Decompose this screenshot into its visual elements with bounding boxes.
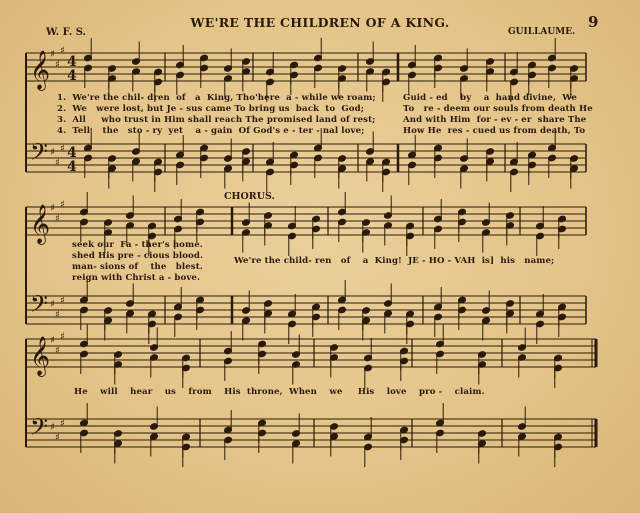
time-signature-bottom: 4	[67, 68, 77, 84]
bass-clef: 𝄢	[30, 290, 49, 323]
verse-1-line-1-end: Guid - ed by a hand divine, We	[403, 93, 577, 103]
verse-4-line-1: 4. Tell the sto - ry yet a - gain Of God's e - ter - nal love;	[57, 126, 365, 136]
chorus-label: CHORUS.	[224, 191, 275, 202]
key-signature-sharp: ♯	[60, 199, 65, 211]
verse-1-line-1: 1. We're the chil- dren of a King, Tho'here a - while we roam;	[57, 93, 376, 103]
key-signature-sharp: ♯	[55, 309, 60, 321]
bass-clef: 𝄢	[30, 138, 49, 171]
verse-3-line-1-end: And with Him for - ev - er share The	[403, 115, 587, 125]
author-initials: W. F. S.	[46, 27, 87, 38]
hymn-title: WE'RE THE CHILDREN OF A KING.	[190, 15, 450, 30]
key-signature-sharp: ♯	[50, 335, 55, 346]
verse-4-line-1-end: How He res - cued us from death, To	[403, 126, 586, 136]
key-signature-sharp: ♯	[60, 143, 65, 155]
treble-clef: 𝄞	[30, 336, 51, 376]
verse-2-line-1-end: To re - deem our souls from death He	[403, 104, 593, 114]
treble-clef: 𝄞	[30, 50, 51, 90]
page-number: 9	[588, 13, 599, 31]
treble-clef: 𝄞	[30, 204, 51, 244]
key-signature-sharp: ♯	[60, 331, 65, 343]
key-signature-sharp: ♯	[50, 203, 55, 214]
key-signature-sharp: ♯	[55, 345, 60, 357]
verse-2-line-2: shed His pre - cious blood.	[72, 251, 204, 261]
time-signature-bottom: 4	[67, 159, 77, 175]
key-signature-sharp: ♯	[55, 213, 60, 225]
key-signature-sharp: ♯	[60, 45, 65, 57]
verse-3-line-1: 3. All who trust in Him shall reach The promised land of rest;	[57, 115, 376, 125]
key-signature-sharp: ♯	[50, 147, 55, 158]
composer-name: GUILLAUME.	[508, 27, 576, 37]
time-signature-top: 4	[67, 145, 77, 161]
time-signature-top: 4	[67, 54, 77, 70]
bass-clef: 𝄢	[30, 413, 49, 446]
key-signature-sharp: ♯	[50, 422, 55, 433]
key-signature-sharp: ♯	[50, 49, 55, 60]
key-signature-sharp: ♯	[55, 432, 60, 444]
key-signature-sharp: ♯	[60, 418, 65, 430]
verse-1-line-2: seek our Fa - ther's home.	[72, 240, 203, 250]
chorus-lyric-line-2: He will hear us from His throne, When we His love pro - claim.	[74, 387, 485, 397]
verse-3-line-2: man- sions of the blest.	[72, 262, 203, 272]
key-signature-sharp: ♯	[50, 299, 55, 310]
verse-4-line-2: reign with Christ a - bove.	[72, 273, 201, 283]
key-signature-sharp: ♯	[55, 59, 60, 71]
key-signature-sharp: ♯	[60, 295, 65, 307]
chorus-lyric-line-1: We're the child- ren of a King! JE - HO - VAH is] his name;	[234, 256, 555, 266]
key-signature-sharp: ♯	[55, 157, 60, 169]
verse-2-line-1: 2. We were lost, but Je - sus came To bring us back to God;	[57, 104, 364, 114]
